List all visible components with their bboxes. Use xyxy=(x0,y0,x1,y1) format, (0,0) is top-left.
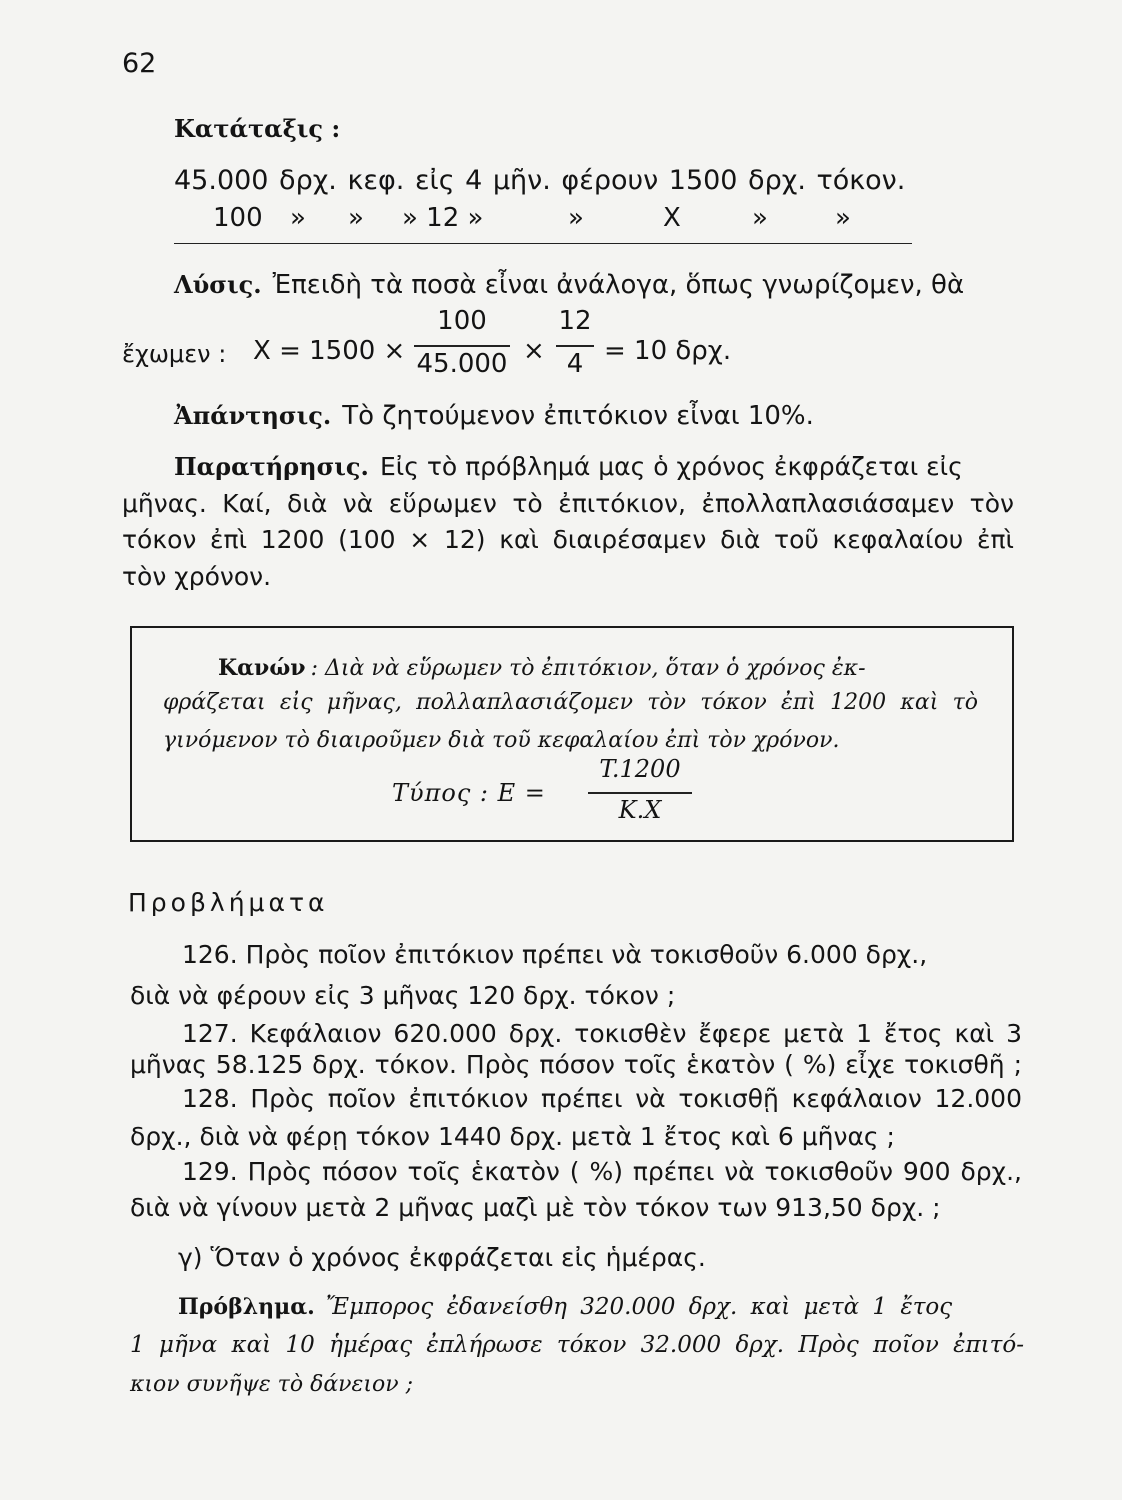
kataxis-row-2-unknown: X xyxy=(663,203,681,233)
problem-129-line-2: διὰ νὰ γίνουν μετὰ 2 μῆνας μαζὶ μὲ τὸν τόκον των 913,50 δρχ. ; xyxy=(130,1193,941,1222)
problem-126-line-1: 126. Πρὸς ποῖον ἐπιτόκιον πρέπει νὰ τοκισθοῦν 6.000 δρχ., xyxy=(182,940,928,969)
rule-formula-numerator: T.1200 xyxy=(599,755,681,783)
lysis-fraction-2-denominator: 4 xyxy=(566,349,584,379)
apantisis-label: Ἀπάντησις. xyxy=(174,401,332,430)
rule-line-2: φράζεται εἰς μῆνας, πολλαπλασιάζομεν τὸν τόκον ἐπὶ 1200 καὶ τὸ xyxy=(163,690,978,715)
final-problem-line-2: 1 μῆνα καὶ 10 ἡμέρας ἐπλήρωσε τόκον 32.000 δρχ. Πρὸς ποῖον ἐπιτό- xyxy=(130,1332,1024,1358)
paratirisis-label: Παρατήρησις. xyxy=(174,452,369,481)
kataxis-divider xyxy=(174,243,912,244)
rule-line-1 xyxy=(218,655,978,681)
paratirisis-text-1: Εἰς τὸ πρόβλημά μας ὁ χρόνος ἐκφράζεται εἰς xyxy=(379,452,963,481)
kataxis-heading: Κατάταξις : xyxy=(174,114,341,143)
page-number: 62 xyxy=(122,48,157,79)
paratirisis-line-2: μῆνας. Καί, διὰ νὰ εὕρωμεν τὸ ἐπιτόκιον, ἐπολλαπλασιάσαμεν τὸν xyxy=(122,489,1014,518)
apantisis-text: Τὸ ζητούμενον ἐπιτόκιον εἶναι 10%. xyxy=(342,401,814,431)
problem-126-line-2: διὰ νὰ φέρουν εἰς 3 μῆνας 120 δρχ. τόκον ; xyxy=(130,981,676,1010)
problems-heading: Προβλήματα xyxy=(128,888,329,917)
paratirisis-line-1 xyxy=(174,452,1014,481)
rule-line-3: γινόμενον τὸ διαιροῦμεν διὰ τοῦ κεφαλαίου ἐπὶ τὸν χρόνον. xyxy=(163,728,840,753)
lysis-times: × xyxy=(523,336,545,366)
problem-127-line-1: 127. Κεφάλαιον 620.000 δρχ. τοκισθὲν ἔφερε μετὰ 1 ἔτος καὶ 3 xyxy=(182,1019,1022,1048)
rule-formula-bar xyxy=(588,792,692,794)
lysis-lhs: X = 1500 × xyxy=(253,336,406,366)
rule-formula-denominator: K.X xyxy=(618,796,662,824)
apantisis-line xyxy=(174,401,814,431)
final-problem-line-1 xyxy=(178,1294,1024,1320)
problem-128-line-1: 128. Πρὸς ποῖον ἐπιτόκιον πρέπει νὰ τοκισθῇ κεφάλαιον 12.000 xyxy=(182,1084,1022,1113)
kataxis-row-2-ditto: » xyxy=(568,203,584,233)
lysis-fraction-1-numerator: 100 xyxy=(437,306,487,336)
lysis-fraction-2-numerator: 12 xyxy=(558,306,592,336)
final-problem-text-1: Ἔμπορος ἐδανείσθη 320.000 δρχ. καὶ μετὰ 1 ἔτος xyxy=(325,1294,953,1320)
final-problem-line-3: κιον συνῆψε τὸ δάνειον ; xyxy=(130,1372,414,1397)
problem-127-line-2: μῆνας 58.125 δρχ. τόκον. Πρὸς πόσον τοῖς ἑκατὸν ( %) εἶχε τοκισθῆ ; xyxy=(130,1050,1022,1079)
kataxis-row-2-ditto: » xyxy=(835,203,851,233)
kataxis-row-2-months: » 12 » xyxy=(402,203,484,233)
lysis-fraction-1-bar xyxy=(414,345,510,347)
lysis-text: Ἐπειδὴ τὰ ποσὰ εἶναι ἀνάλογα, ὅπως γνωρίζομεν, θὰ xyxy=(272,270,965,300)
lysis-line xyxy=(174,270,1024,300)
paratirisis-line-3: τόκον ἐπὶ 1200 (100 × 12) καὶ διαιρέσαμεν διὰ τοῦ κεφαλαίου ἐπὶ xyxy=(122,525,1014,554)
lysis-result: = 10 δρχ. xyxy=(604,336,732,366)
problem-129-line-1: 129. Πρὸς πόσον τοῖς ἑκατὸν ( %) πρέπει νὰ τοκισθοῦν 900 δρχ., xyxy=(182,1157,1022,1186)
lysis-fraction-2-bar xyxy=(556,345,594,347)
lysis-echomen: ἔχωμεν : xyxy=(122,340,227,368)
final-problem-label: Πρόβλημα. xyxy=(178,1294,315,1320)
kataxis-row-2-ditto: » xyxy=(290,203,306,233)
lysis-label: Λύσις. xyxy=(174,270,262,299)
rule-formula-label: Τύπος : E = xyxy=(392,779,546,807)
paratirisis-line-4: τὸν χρόνον. xyxy=(122,562,272,591)
section-c-heading: γ) Ὅταν ὁ χρόνος ἐκφράζεται εἰς ἡμέρας. xyxy=(178,1243,706,1272)
rule-text-1: : Διὰ νὰ εὕρωμεν τὸ ἐπιτόκιον, ὅταν ὁ χρόνος ἐκ- xyxy=(310,656,866,681)
kataxis-row-2-ditto: » xyxy=(348,203,364,233)
kataxis-row-2-ditto: » xyxy=(752,203,768,233)
lysis-fraction-1-denominator: 45.000 xyxy=(416,349,508,379)
problem-128-line-2: δρχ., διὰ νὰ φέρῃ τόκον 1440 δρχ. μετὰ 1 ἔτος καὶ 6 μῆνας ; xyxy=(130,1122,895,1151)
kataxis-row-2-capital: 100 xyxy=(213,203,263,233)
rule-label: Κανών xyxy=(218,655,306,681)
kataxis-row-1: 45.000 δρχ. κεφ. εἰς 4 μῆν. φέρουν 1500 δρχ. τόκον. xyxy=(174,165,906,196)
